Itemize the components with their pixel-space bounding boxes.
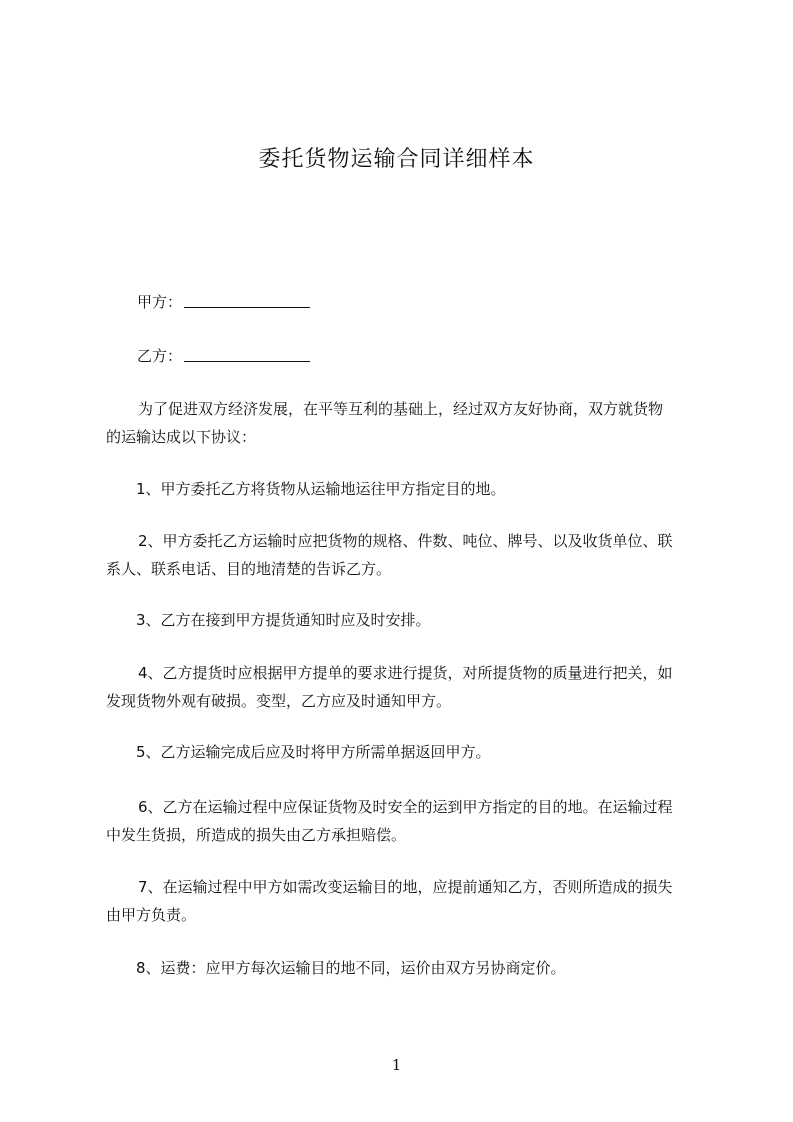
clause-6-line-2: 中发生货损，所造成的损失由乙方承担赔偿。 xyxy=(106,826,407,844)
clause-3: 3、乙方在接到甲方提货通知时应及时安排。 xyxy=(136,611,431,629)
clause-7-line-2: 由甲方负责。 xyxy=(106,906,197,924)
intro-paragraph xyxy=(106,395,710,451)
party-b-line xyxy=(137,345,310,366)
clause-7-line-1: 7、在运输过程中甲方如需改变运输目的地，应提前通知乙方，否则所造成的损失 xyxy=(138,878,673,896)
clause-4-line-1: 4、乙方提货时应根据甲方提单的要求进行提货，对所提货物的质量进行把关，如 xyxy=(138,664,673,682)
clause-2-line-2: 系人、联系电话、目的地清楚的告诉乙方。 xyxy=(106,560,392,578)
party-b-label: 乙方： xyxy=(137,347,183,365)
clause-1: 1、甲方委托乙方将货物从运输地运往甲方指定目的地。 xyxy=(136,480,506,498)
clause-7 xyxy=(106,873,710,929)
clause-2-line-1: 2、甲方委托乙方运输时应把货物的规格、件数、吨位、牌号、以及收货单位、联 xyxy=(138,532,673,550)
page-number: 1 xyxy=(391,1056,402,1074)
party-a-label: 甲方： xyxy=(137,293,183,311)
party-b-blank xyxy=(184,347,310,362)
party-a-line xyxy=(137,291,310,312)
document-title: 委托货物运输合同详细样本 xyxy=(258,147,535,172)
clause-8: 8、运费：应甲方每次运输目的地不同，运价由双方另协商定价。 xyxy=(136,959,566,977)
clause-6-line-1: 6、乙方在运输过程中应保证货物及时安全的运到甲方指定的目的地。在运输过程 xyxy=(138,798,673,816)
clause-2 xyxy=(106,527,710,583)
clause-4 xyxy=(106,659,710,715)
clause-6 xyxy=(106,793,710,849)
clause-5: 5、乙方运输完成后应及时将甲方所需单据返回甲方。 xyxy=(136,743,491,761)
intro-line-2: 的运输达成以下协议： xyxy=(106,428,257,446)
clause-4-line-2: 发现货物外观有破损。变型，乙方应及时通知甲方。 xyxy=(106,692,452,710)
intro-line-1: 为了促进双方经济发展，在平等互利的基础上，经过双方友好协商，双方就货物 xyxy=(138,400,664,418)
party-a-blank xyxy=(184,293,310,308)
